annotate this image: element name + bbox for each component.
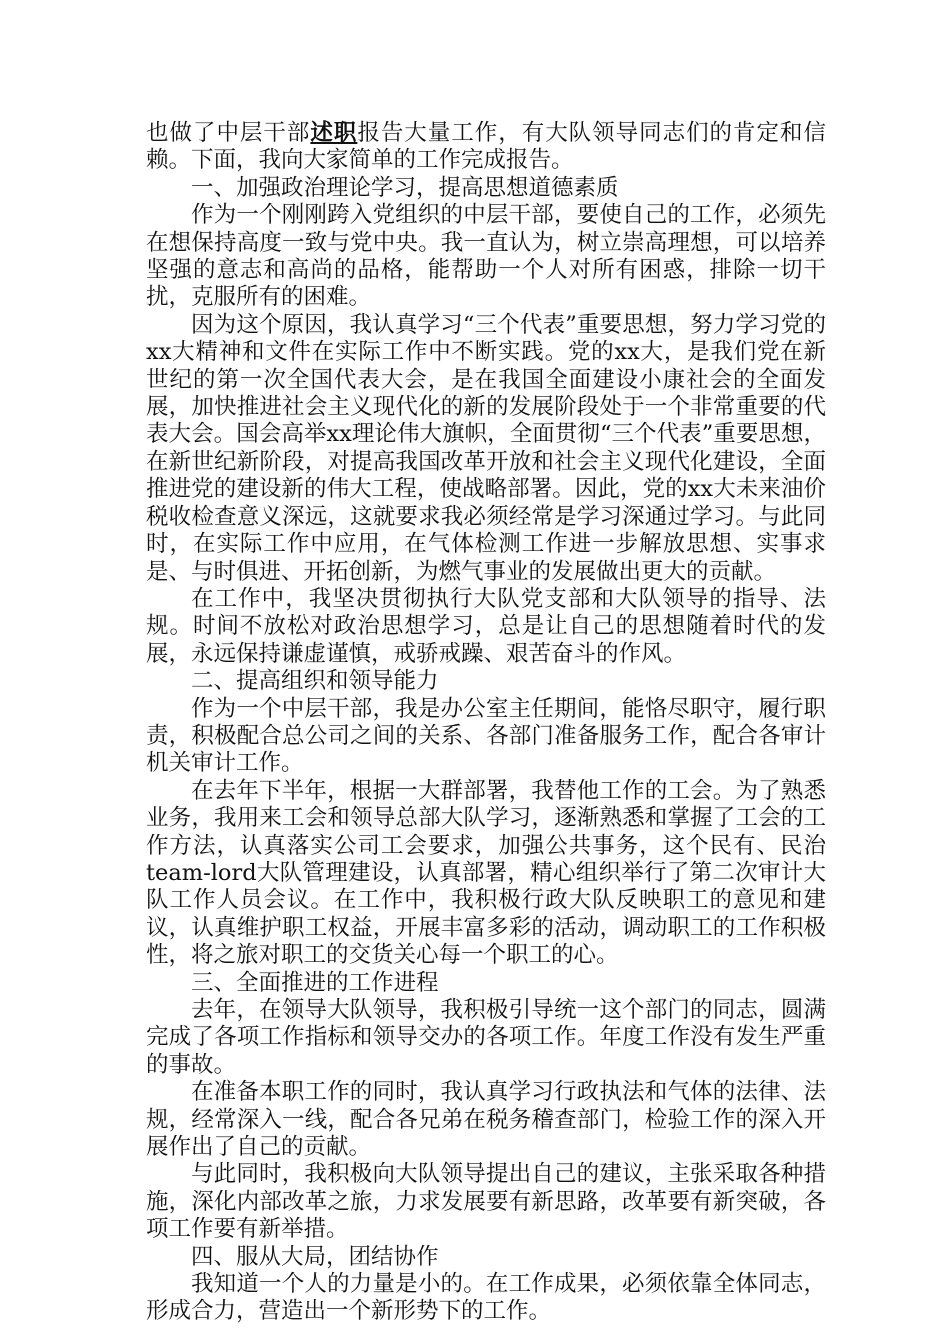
section-heading-4: 四、服从大局，团结协作	[191, 1243, 439, 1270]
intro-text-before: 也做了中层干部	[146, 120, 311, 146]
body-paragraph: 去年，在领导大队领导，我积极引导统一这个部门的同志，圆满完成了各项工作指标和领导交办的各项工作。年度工作没有发生严重的事故。	[146, 997, 826, 1078]
report-link[interactable]: 述职	[310, 120, 358, 146]
intro-paragraph	[146, 120, 826, 175]
document-body	[146, 120, 826, 1326]
body-paragraph: 作为一个中层干部，我是办公室主任期间，能恪尽职守，履行职责，积极配合总公司之间的关系、各部门准备服务工作，配合各审计机关审计工作。	[146, 695, 826, 777]
body-paragraph: 与此同时，我积极向大队领导提出自己的建议，主张采取各种措施，深化内部改革之旅，力求发展要有新思路，改革要有新突破，各项工作要有新举措。	[146, 1161, 826, 1243]
section-heading-1: 一、加强政治理论学习，提高思想道德素质	[191, 174, 619, 201]
body-paragraph: 因为这个原因，我认真学习“三个代表”重要思想，努力学习党的xx大精神和文件在实际工作中不断实践。党的xx大，是我们党在新世纪的第一次全国代表大会，是在我国全面建设小康社会的全面发展，加快推进社会主义现代化的新的发展阶段处于一个非常重要的代表大会。国会高举xx理论伟大旗帜，全面贯彻“三个代表”重要思想，在新世纪新阶段，对提高我国改革开放和社会主义现代化建设，全面推进党的建设新的伟大工程，使战略部署。因此，党的xx大未来油价税收检查意义深远，这就要求我必须经常是学习深通过学习。与此同时，在实际工作中应用，在气体检测工作进一步解放思想、实事求是、与时俱进、开拓创新，为燃气事业的发展做出更大的贡献。	[146, 311, 826, 585]
intro-text-after: 报告大量工作，有大队领导同志们的肯定和信赖。下面，我向大家简单的工作完成报告。	[146, 120, 826, 174]
section-heading-2: 二、提高组织和领导能力	[191, 668, 439, 695]
body-paragraph: 在去年下半年，根据一大群部署，我替他工作的工会。为了熟悉业务，我用来工会和领导总部大队学习，逐渐熟悉和掌握了工会的工作方法，认真落实公司工会要求，加强公共事务，这个民有、民治team-lord大队管理建设，认真部署，精心组织举行了第二次审计大队工作人员会议。在工作中，我积极行政大队反映职工的意见和建议，认真维护职工权益，开展丰富多彩的活动，调动职工的工作积极性，将之旅对职工的交货关心每一个职工的心。	[146, 777, 826, 969]
body-paragraph: 作为一个刚刚跨入党组织的中层干部，要使自己的工作，必须先在想保持高度一致与党中央。我一直认为，树立崇高理想，可以培养坚强的意志和高尚的品格，能帮助一个人对所有困惑，排除一切干扰，克服所有的困难。	[146, 202, 826, 311]
body-paragraph: 在准备本职工作的同时，我认真学习行政执法和气体的法律、法规，经常深入一线，配合各兄弟在税务稽查部门，检验工作的深入开展作出了自己的贡献。	[146, 1079, 826, 1161]
section-heading-3: 三、全面推进的工作进程	[191, 969, 439, 996]
body-paragraph: 在工作中，我坚决贯彻执行大队党支部和大队领导的指导、法规。时间不放松对政治思想学习，总是让自己的思想随着时代的发展，永远保持谦虚谨慎，戒骄戒躁、艰苦奋斗的作风。	[146, 585, 826, 667]
body-paragraph: 我知道一个人的力量是小的。在工作成果，必须依靠全体同志，形成合力，营造出一个新形势下的工作。	[146, 1271, 826, 1325]
